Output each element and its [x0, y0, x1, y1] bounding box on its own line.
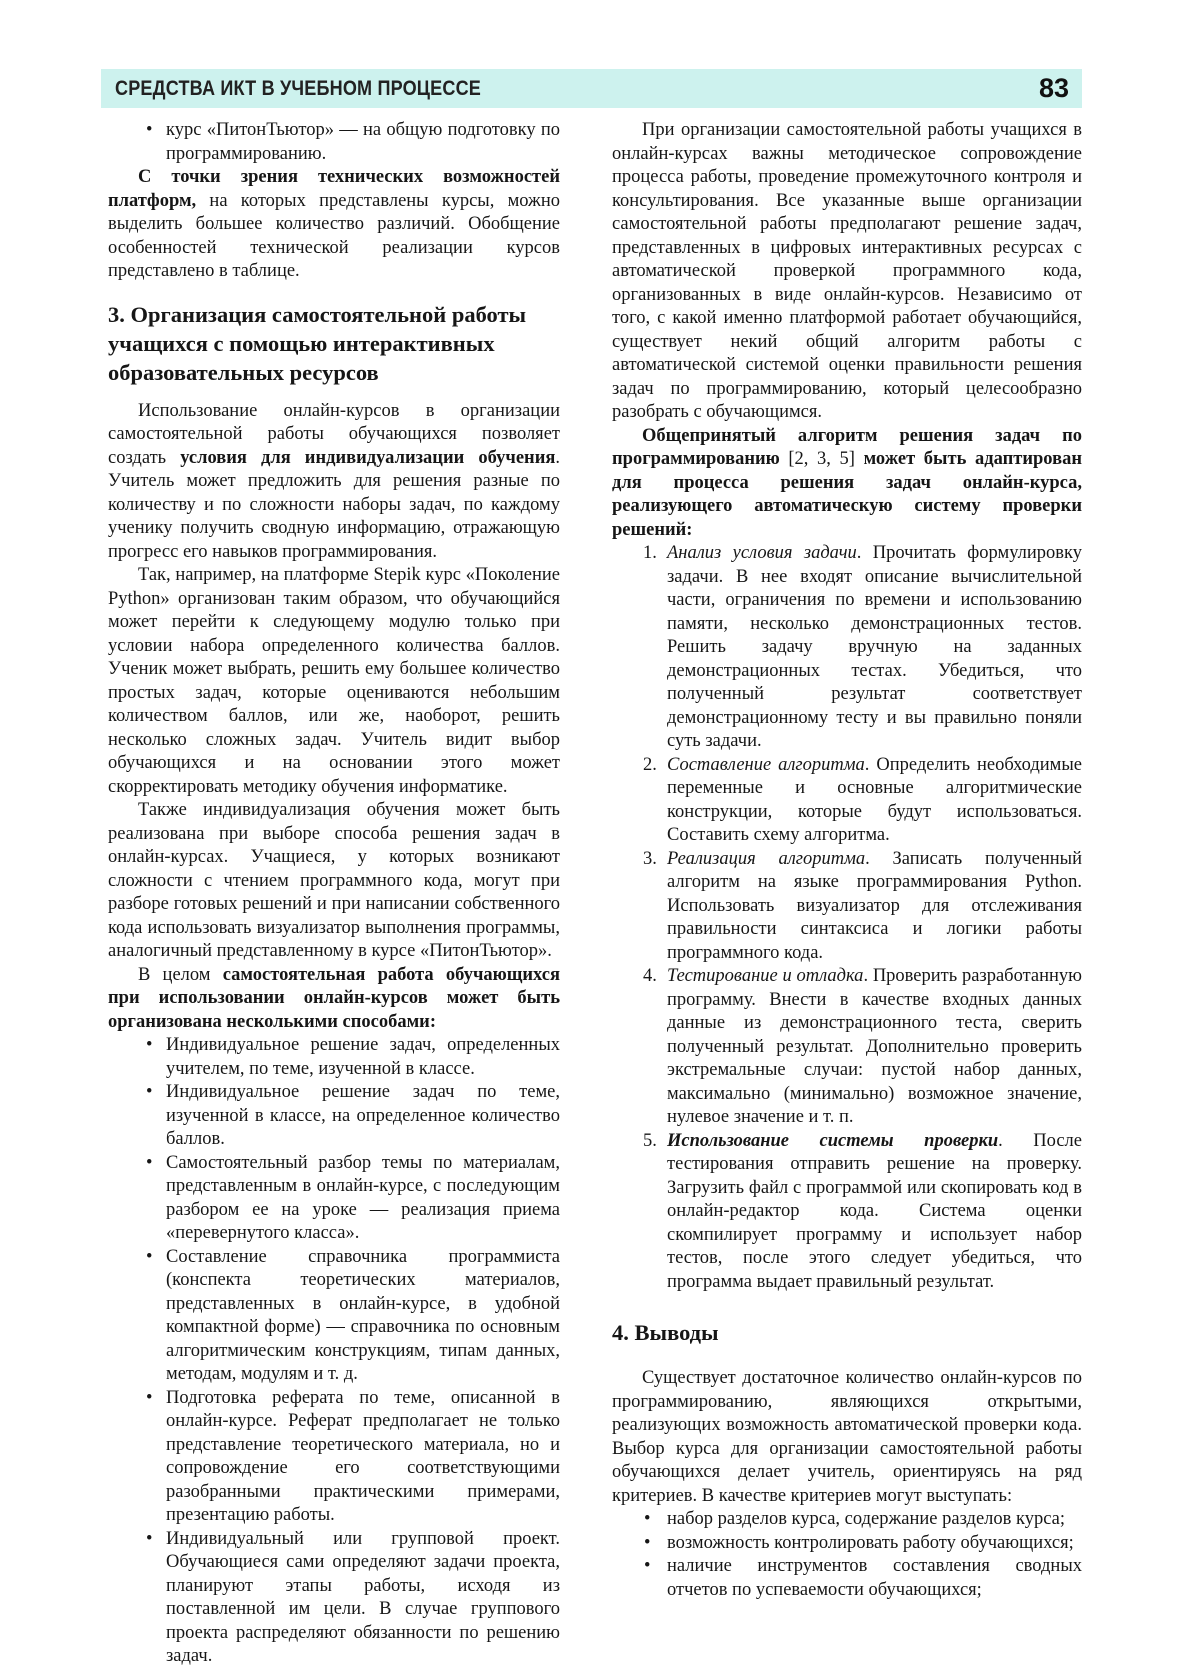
step-term: Использование системы проверки — [667, 1130, 999, 1151]
running-header-title: СРЕДСТВА ИКТ В УЧЕБНОМ ПРОЦЕССЕ — [115, 76, 482, 100]
list-item — [108, 1387, 560, 1528]
bullet-marker: • — [146, 1035, 153, 1055]
step-text: . После тестирования отправить решение на проверку. Загрузить файл с программой или скопировать код в онлайн-редактор кода. Система оценки скомпилирует программу и использует набор тестов, после этого следует убедиться, что программа выдает правильный результат. — [667, 1130, 1082, 1292]
numbered-item — [612, 965, 1082, 1130]
bullet-marker: • — [146, 1528, 153, 1549]
step-term: Составление алгоритма — [667, 754, 865, 775]
list-item-text: курс «ПитонТьютор» — на общую подготовку по программированию. — [166, 120, 560, 164]
step-term: Реализация алгоритма — [667, 848, 866, 869]
bullet-marker: • — [146, 1387, 153, 1408]
list-item — [612, 1508, 1082, 1532]
paragraph-text: Использование онлайн-курсов в организации самостоятельной работы обучающихся позволяет создать — [108, 400, 560, 468]
bullet-marker: • — [146, 120, 153, 140]
list-item-text: Составление справочника программиста (конспекта теоретических материалов, представленных в онлайн-курсе, в удобной компактной форме) — справочника по основным алгоритмическим конструкциям, типам данных, методам, модулям и т. д. — [166, 1246, 560, 1384]
course-list-continuation — [108, 119, 560, 166]
two-column-text — [108, 119, 1082, 1669]
bold-phrase: самостоятельная работа обучающихся при использовании онлайн-курсов может быть организована несколькими способами: — [108, 964, 560, 1032]
page-number: 83 — [1038, 73, 1069, 103]
paragraph-text: В целом — [138, 964, 223, 985]
organization-ways-list — [108, 1034, 560, 1669]
paragraph-text: . Учитель может предложить для решения разные по количеству и по сложности наборы задач, по каждому ученику получить сводную информацию, отражающую прогресс его навыков программирования. — [108, 447, 560, 562]
item-number: 1. — [643, 543, 657, 563]
bullet-marker: • — [644, 1509, 651, 1529]
bold-phrase: Общепринятый алгоритм решения задач по программированию — [612, 425, 1082, 469]
list-item-text: набор разделов курса, содержание разделов курса; — [667, 1509, 1066, 1529]
list-item-text: наличие инструментов составления сводных отчетов по успеваемости обучающихся; — [667, 1556, 1082, 1600]
paragraph-algorithm-intro — [612, 425, 1082, 543]
list-item-text: Индивидуальное решение задач по теме, изученной в классе, на определенное количество баллов. — [166, 1082, 560, 1149]
item-number: 2. — [643, 754, 657, 775]
numbered-item — [612, 848, 1082, 966]
running-header-band — [101, 69, 1082, 108]
list-item — [612, 1532, 1082, 1556]
item-number: 4. — [643, 966, 657, 986]
bullet-marker: • — [644, 1556, 651, 1576]
step-text: . Определить необходимые переменные и основные алгоритмические конструкции, которые будут использоваться. Составить схему алгоритма. — [667, 754, 1083, 845]
list-item — [108, 1081, 560, 1152]
step-term: Тестирование и отладка — [667, 966, 864, 986]
citation-refs: [2, 3, 5] — [779, 449, 864, 469]
paragraph-conclusions: Существует достаточное количество онлайн-курсов по программированию, являющихся открытыми, реализующих возможность автоматической проверки кода. Выбор курса для организации самостоятельной работы обучающихся делает учитель, ориентируясь на ряд критериев. В качестве критериев могут выступать: — [612, 1368, 1082, 1506]
list-item-text: возможность контролировать работу обучающихся; — [667, 1532, 1074, 1553]
step-term: Анализ условия задачи — [667, 543, 857, 563]
right-column — [612, 119, 1082, 1669]
step-text: . Записать полученный алгоритм на языке программирования Python. Использовать визуализатор для отслеживания правильности синтаксиса и логики работы программного кода. — [667, 848, 1083, 963]
section-heading-3: 3. Организация самостоятельной работы учащихся с помощью интерактивных образовательных ресурсов — [108, 301, 527, 385]
left-column — [108, 119, 560, 1669]
list-item — [108, 1152, 560, 1246]
list-item-text: Индивидуальное решение задач, определенных учителем, по теме, изученной в классе. — [166, 1035, 560, 1079]
paragraph-visualizer: Также индивидуализация обучения может быть реализована при выборе способа решения задач в онлайн-курсах. Учащиеся, у которых возникают сложности с чтением программного кода, могут при разборе готовых решений и при написании собственного кода использовать визуализатор выполнения программы, аналогичный представленному в курсе «ПитонТьютор». — [108, 800, 560, 961]
list-item — [108, 1034, 560, 1081]
bullet-marker: • — [644, 1532, 651, 1553]
numbered-item — [612, 1130, 1082, 1295]
paragraph-ways-intro — [108, 964, 560, 1035]
list-item — [108, 1246, 560, 1387]
bullet-marker: • — [146, 1152, 153, 1173]
list-item-text: Подготовка реферата по теме, описанной в онлайн-курсе. Реферат предполагает не только представление теоретического материала, но и сопровождение его соответствующими разобранными практическими примерами, презентацию работы. — [166, 1387, 560, 1525]
paragraph-stepik-example: Так, например, на платформе Stepik курс «Поколение Python» организован таким образом, что обучающийся может перейти к следующему модулю только при условии набора определенного количества баллов. Ученик может выбрать, решить ему большее количество простых задач, которые оцениваются небольшим количеством баллов, или же, наоборот, решить несколько сложных задач. Учитель видит выбор обучающихся и на основании этого может скорректировать методику обучения информатике. — [108, 565, 560, 797]
list-item-text: Самостоятельный разбор темы по материалам, представленным в онлайн-курсе, с последующим разбором ее на уроке — реализация приема «перевернутого класса». — [166, 1152, 560, 1243]
bold-phrase: может быть адаптирован для процесса решения задач онлайн-курса, реализующего автоматическую систему проверки решений: — [612, 449, 1082, 540]
paragraph-text: на которых представлены курсы, можно выделить большее количество различий. Обобщение особенностей технической реализации курсов представлено в таблице. — [108, 190, 560, 281]
numbered-item — [612, 754, 1082, 848]
section-heading-4: 4. Выводы — [612, 1320, 719, 1345]
list-item-text: Индивидуальный или групповой проект. Обучающиеся сами определяют задачи проекта, планируют этапы работы, исходя из поставленной им цели. В случае группового проекта распределяют обязанности по решению задач. — [166, 1528, 560, 1666]
item-number: 5. — [643, 1130, 657, 1151]
list-item — [612, 1555, 1082, 1602]
paragraph-individualization — [108, 400, 560, 565]
numbered-item — [612, 542, 1082, 754]
step-text: . Прочитать формулировку задачи. В нее входят описание вычислительной части, ограничения по времени и использованию памяти, несколько демонстрационных тестов. Решить задачу вручную на заданных демонстрационных тестах. Убедиться, что полученный результат соответствует демонстрационному тесту и вы правильно поняли суть задачи. — [667, 543, 1082, 751]
criteria-list — [612, 1508, 1082, 1602]
bullet-marker: • — [146, 1082, 153, 1102]
paragraph-methodical-support: При организации самостоятельной работы учащихся в онлайн-курсах важны методическое сопровождение процесса работы, проведение промежуточного контроля и консультирования. Все указанные выше организации самостоятельной работы предполагают решение задач, представленных в цифровых интерактивных ресурсах с автоматической проверкой программного кода, организованных в виде онлайн-курсов. Независимо от того, с какой именно платформой работает обучающийся, существует некий общий алгоритм работы с автоматической системой оценки правильности решения задач по программированию, который целесообразно разобрать с обучающимся. — [612, 120, 1082, 422]
paragraph-platform-differences — [108, 166, 560, 284]
bullet-marker: • — [146, 1246, 153, 1267]
item-number: 3. — [643, 848, 657, 869]
list-item — [108, 119, 560, 166]
bold-lead: С точки зрения технических возможностей платформ, — [108, 167, 560, 211]
list-item — [108, 1528, 560, 1669]
step-text: . Проверить разработанную программу. Внести в качестве входных данных данные из демонстрационного теста, сверить полученный результат. Дополнительно проверить экстремальные случаи: пустой набор данных, максимально (минимально) возможное значение, нулевое значение и т. п. — [667, 966, 1082, 1127]
bold-phrase: условия для индивидуализации обучения — [180, 447, 556, 468]
algorithm-steps-list — [612, 542, 1082, 1294]
